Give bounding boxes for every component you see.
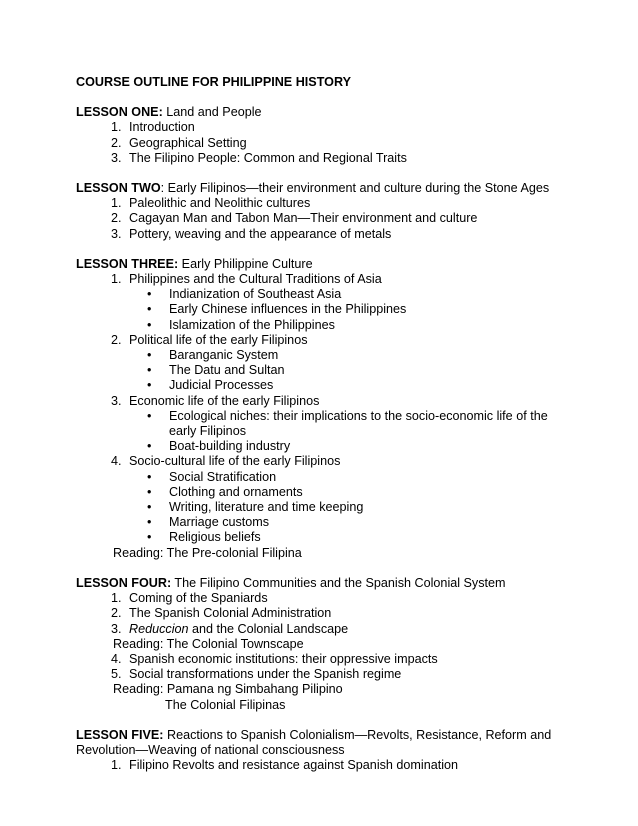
bullet-icon: • [147,363,152,378]
item-text: Pottery, weaving and the appearance of metals [129,226,392,241]
bullet-text: Judicial Processes [169,378,274,393]
list-item [76,196,576,211]
list-item [76,151,576,166]
bullet-item [76,439,576,454]
bullet-item [76,348,576,363]
lesson-title: Land and People [162,105,262,120]
lesson-label: LESSON FIVE: [76,727,164,742]
lesson-five [76,728,576,774]
list-item [76,667,576,682]
page-title: COURSE OUTLINE FOR PHILIPPINE HISTORY [76,75,351,89]
item-text: Philippines and the Cultural Traditions of Asia [129,272,382,287]
bullet-text: Indianization of Southeast Asia [169,287,342,302]
bullet-item [76,470,576,485]
bullet-text: The Datu and Sultan [169,363,285,378]
list-item [76,272,576,287]
item-number: 3. [111,621,122,636]
item-text: Social transformations under the Spanish regime [129,667,402,682]
bullet-icon: • [147,515,152,530]
bullet-item [76,515,576,530]
bullet-icon: • [147,439,152,454]
item-number: 1. [111,196,122,211]
bullet-icon: • [147,302,152,317]
bullet-icon: • [147,530,152,545]
lesson-label: LESSON FOUR: [76,575,172,590]
item-number: 2. [111,211,122,226]
lesson-title: Early Philippine Culture [178,256,313,271]
item-text-wrap [129,622,576,637]
bullet-icon: • [147,287,152,302]
item-number: 4. [111,454,122,469]
item-number: 4. [111,651,122,666]
lesson-heading [76,576,576,591]
bullet-icon: • [147,317,152,332]
reading-line: Reading: Pamana ng Simbahang Pilipino [113,682,343,697]
list-item [76,333,576,348]
item-text: Cagayan Man and Tabon Man—Their environment and culture [129,211,478,226]
list-item [76,120,576,135]
lesson-label: LESSON ONE: [76,105,163,120]
lesson-heading [76,181,576,196]
bullet-text: Islamization of the Philippines [169,317,335,332]
bullet-item [76,500,576,515]
bullet-text: Clothing and ornaments [169,484,303,499]
item-text: Economic life of the early Filipinos [129,393,320,408]
item-number: 1. [111,272,122,287]
lesson-one [76,105,576,166]
list-item [76,454,576,469]
bullet-icon: • [147,469,152,484]
item-number: 2. [111,135,122,150]
bullet-text: Marriage customs [169,515,270,530]
item-text: Socio-cultural life of the early Filipinos [129,454,341,469]
bullet-icon: • [147,408,152,423]
reading-line-continuation: The Colonial Filipinas [165,697,286,712]
bullet-item [76,363,576,378]
bullet-item [76,318,576,333]
bullet-item [76,287,576,302]
item-text: Paleolithic and Neolithic cultures [129,196,311,211]
list-item [76,606,576,621]
item-text: Filipino Revolts and resistance against Spanish domination [129,758,459,773]
list-item [76,394,576,409]
lesson-title: The Filipino Communities and the Spanish Colonial System [171,575,506,590]
lesson-three [76,257,576,561]
reading-line: Reading: The Pre-colonial Filipina [113,545,302,560]
bullet-icon: • [147,348,152,363]
item-text: Political life of the early Filipinos [129,332,308,347]
item-number: 1. [111,758,122,773]
item-text-italic: Reduccion [129,621,189,636]
item-text: The Filipino People: Common and Regional Traits [129,150,407,165]
lesson-two [76,181,576,242]
bullet-item [76,378,576,393]
bullet-text: Baranganic System [169,348,279,363]
item-number: 2. [111,332,122,347]
lesson-label: LESSON THREE: [76,256,179,271]
item-text: Coming of the Spaniards [129,591,268,606]
item-number: 2. [111,606,122,621]
bullet-text: Early Chinese influences in the Philippines [169,302,407,317]
item-number: 3. [111,226,122,241]
lesson-heading [76,728,576,743]
reading-line: Reading: The Colonial Townscape [113,636,304,651]
list-item [76,591,576,606]
lesson-heading-continuation: Revolution—Weaving of national consciousness [76,742,345,757]
list-item [76,622,576,637]
bullet-text: Social Stratification [169,469,277,484]
bullet-item [76,409,576,439]
bullet-item [76,485,576,500]
item-number: 3. [111,393,122,408]
lesson-title: Reactions to Spanish Colonialism—Revolts, Resistance, Reform and [163,727,552,742]
lesson-heading [76,105,576,120]
item-text: and the Colonial Landscape [188,621,349,636]
bullet-icon: • [147,500,152,515]
item-text: The Spanish Colonial Administration [129,606,332,621]
lesson-four [76,576,576,713]
list-item [76,227,576,242]
bullet-text: Writing, literature and time keeping [169,500,364,515]
lesson-title: : Early Filipinos—their environment and culture during the Stone Ages [160,181,550,196]
bullet-icon: • [147,378,152,393]
item-text: Spanish economic institutions: their oppressive impacts [129,651,438,666]
item-text: Introduction [129,120,195,135]
list-item [76,136,576,151]
item-number: 1. [111,591,122,606]
item-number: 5. [111,667,122,682]
lesson-heading [76,257,576,272]
outline-content [76,75,576,788]
bullet-text: Religious beliefs [169,530,261,545]
item-text: Geographical Setting [129,135,247,150]
bullet-text: Boat-building industry [169,439,291,454]
list-item [76,211,576,226]
bullet-item [76,530,576,545]
bullet-icon: • [147,484,152,499]
lesson-label: LESSON TWO [76,181,161,196]
bullet-item [76,302,576,317]
item-number: 1. [111,120,122,135]
list-item [76,652,576,667]
bullet-text: Ecological niches: their implications to the socio-economic life of the early Filipinos [169,408,548,439]
list-item [76,758,576,773]
item-number: 3. [111,150,122,165]
